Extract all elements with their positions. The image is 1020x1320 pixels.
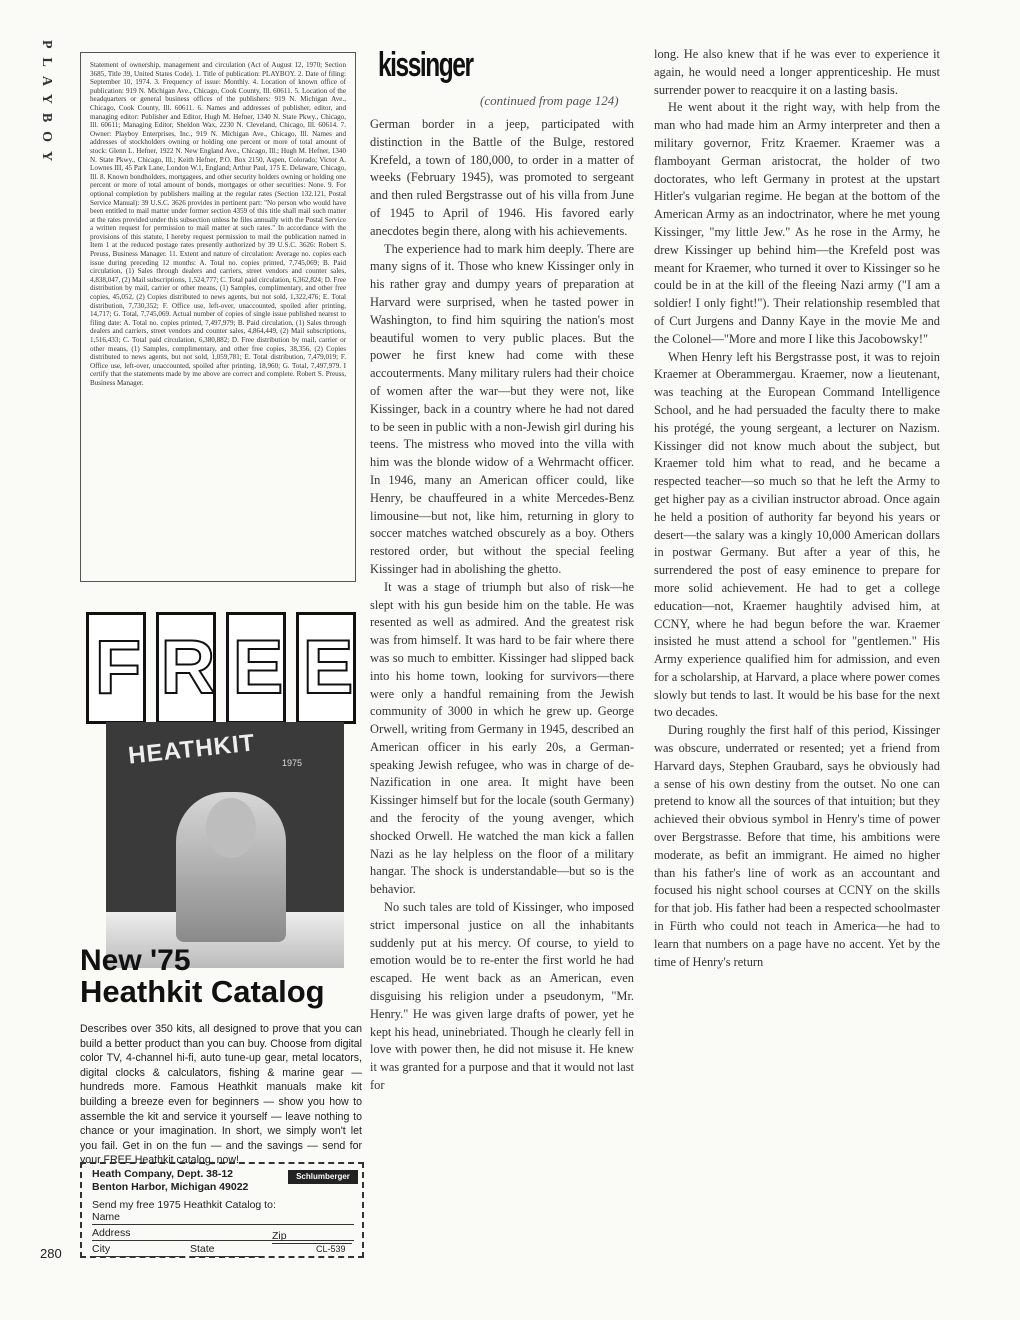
catalog-cover-year: 1975 [282, 758, 303, 768]
magazine-runner: PLAYBOY [39, 40, 54, 171]
free-headline [86, 612, 362, 730]
paragraph: long. He also knew that if he was ever to experience it again, he would need a longer apprenticeship. He must surrender power to reacquire it on a lasting basis. [654, 47, 940, 97]
city-label: City [92, 1243, 111, 1255]
new-75-label: New '75 [80, 944, 191, 977]
schlumberger-logo: Schlumberger [288, 1170, 358, 1184]
free-letter: E [296, 612, 360, 730]
name-field[interactable] [92, 1211, 354, 1225]
coupon-request: Send my free 1975 Heathkit Catalog to: [92, 1199, 276, 1211]
address-label: Address [92, 1227, 131, 1239]
name-label: Name [92, 1211, 121, 1223]
paragraph: It was a stage of triumph but also of risk—he slept with his gun beside him on the table. He was resented as well as admired. And the greatest risk was from himself. It was hard to be fair where there was so much to embitter. Kissinger had slipped back into his home town, looking for survivors—there were only a handful remaining from the Jewish community of 3000 in which he grew up. George Orwell, writing from Germany in 1945, described an American officer in his early 20s, a German-speaking Jewish refugee, who was in charge of de-Nazification in one area. It might have been Kissinger himself but for the locale (south Germany) and the ferocity of the young avenger, which shocked Orwell. He watched the man kick a fallen Nazi as he lay helpless on the floor of a military hangar. The shock is understandable—but so is the behavior. [370, 579, 634, 897]
paragraph: The experience had to mark him deeply. There are many signs of it. Those who knew Kissinger only in his rather gray and dumpy years of preparation at Harvard were surprised, when he tasted power in Washington, to find him squiring the nation's most beautiful women to very public places. But the power he first knew had come with these accouterments. Many military rulers had their choice of women after the war—but they were not, like Kissinger, back in a country where he had not dared to be seen in public with a non-Jewish girl during his teens. The mistress who moved into the villa with him was the blonde widow of a Wehrmacht officer. In 1946, many an American officer could, like Henry, be chauffeured in a white Mercedes-Benz limousine—but not, like him, returning in glory to soccer matches watched obscurely as a boy. Others restored order, but without the special feeling Kissinger had in abolishing the ghetto. [370, 241, 634, 576]
ownership-statement-text: Statement of ownership, management and circulation (Act of August 12, 1970; Section 3685, Title 39, United States Code). 1. Title of publication: PLAYBOY. 2. Date of filing: September 10, 1974. 3. Frequency of issue: Monthly. 4. Location of known office of publication: 919 N. Michigan Ave., Chicago, Cook County, Ill. 60611. 5. Location of the headquarters or general business offices of the publishers: 919 N. Michigan Ave., Chicago, Cook County, Ill. 60611. 6. Names and addresses of publisher, editor, and managing editor: Publisher and Editor, Hugh M. Hefner, 1340 N. State Pkwy., Chicago, Ill. 60611; Managing Editor, Sheldon Wax, 2230 N. Cleveland, Chicago, Ill. 60614. 7. Owner: Playboy Enterprises, Inc., 919 N. Michigan Ave., Chicago, Ill. Names and addresses of stockholders owning or holding one percent or more of total amount of stock: Glenn L. Hefner, 1922 N. New England Ave., Chicago, Ill.; Hugh M. Hefner, 1340 N. State Pkwy., Chicago, Ill.; Keith Hefner, P.O. Box 2150, Aspen, Colorado; Victor A. Lownes III, 45 Park Lane, London W.1, England; Arthur Paul, 175 E. Delaware, Chicago, Ill. 8. Known bondholders, mortgagees, and other security holders owning or holding one percent or more of total amount of bonds, mortgages or other securities: None. 9. For optional completion by publishers mailing at the regular rates (Section 132.121, Postal Service Manual): 39 U.S.C. 3626 provides in pertinent part: "No person who would have been entitled to mail matter under former section 4359 of this title shall mail such matter at the rates provided under this subsection unless he files annually with the Postal Service a written request for permission to mail matter at such rates." In accordance with the provisions of this statute, I hereby request permission to mail the publication named in Item 1 at the reduced postage rates presently authorized by 39 U.S.C. 3626: Robert S. Preuss, Business Manager. 11. Extent and nature of circulation: Average no. copies each issue during preceding 12 months: A. Total no. copies printed, 7,745,069; B. Paid circulation, (1) Sales through dealers and carriers, street vendors and counter sales, 4,838,047, (2) Mail subscriptions, 1,524,777; C. Total paid circulation, 6,362,824; D. Free distribution by mail, carrier or other means, (1) Samples, complimentary, and other free copies, 45,052, (2) Copies distributed to news agents, but not sold, 1,322,476; E. Total distribution, 7,730,352; F. Office use, left-over, unaccounted, spoiled after printing, 14,717; G. Total, 7,745,069. Actual number of copies of single issue published nearest to filing date: A. Total no. copies printed, 7,497,979; B. Paid circulation, (1) Sales through dealers and carriers, street vendors and counter sales, 4,864,449, (2) Mail subscriptions, 1,516,433; C. Total paid circulation, 6,380,882; D. Free distribution by mail, carrier or other means, (1) Samples, complimentary, and other free copies, 38,356, (2) Copies distributed to news agents, but not sold, 1,059,781; E. Total distribution, 7,479,019; F. Office use, left-over, unaccounted, spoiled after printing, 18,960; G. Total, 7,497,979. I certify that the statements made by me above are correct and complete. Robert S. Preuss, Business Manager. [90, 61, 346, 387]
paragraph: German border in a jeep, participated with distinction in the Battle of the Bulge, restored Krefeld, a town of 180,000, to order in a matter of weeks (February 1945), was promoted to sergeant and then ruled Bergstrasse out of his villa from June of 1945 to April of 1946. His favored early anecdotes begin there, along with his achievements. [370, 117, 634, 238]
coupon-address: Benton Harbor, Michigan 49022 [92, 1181, 249, 1193]
coupon-code: CL-539 [316, 1244, 346, 1254]
address-field[interactable] [92, 1227, 354, 1241]
state-field[interactable] [190, 1243, 260, 1257]
zip-label: Zip [272, 1230, 287, 1242]
ownership-statement-box [80, 52, 356, 582]
mail-coupon[interactable] [80, 1162, 364, 1258]
heathkit-catalog-heading: Heathkit Catalog [80, 974, 325, 1009]
paragraph: He went about it the right way, with help from the man who had made him an Army interpreter and then a military governor, Fritz Kraemer. Kraemer was a flamboyant German aristocrat, the holder of two doctorates, who left Germany in protest at the upstart Hitler's vulgarian regime. He began at the bottom of the American Army as an indoctrinator, where he met young Kissinger, "my little Jew." As he rose in the Army, he drew Kissinger up behind him—the Krefeld post was meant for Kraemer, who turned it over to Kissinger so he could be in at the kill of the fleeing Nazi army ("I am a soldier! I only fight!"). Their relationship resembled that of Curt Jurgens and Danny Kaye in the movie Me and the Colonel—"More and more I like this Jacobowsky!" [654, 100, 940, 346]
coupon-company: Heath Company, Dept. 38-12 [92, 1168, 234, 1180]
city-field[interactable] [92, 1243, 182, 1257]
article-column-1 [370, 116, 634, 1256]
free-letter: F [86, 612, 150, 730]
paragraph: No such tales are told of Kissinger, who imposed strict impersonal justice on all the inhabitants suddenly put at his mercy. Of course, to yield to emotion would be to re-enter the first world he had escaped. He went back as an American, even disguising his religion under a pseudonym, "Mr. Henry." He was given large drafts of power, yet he kept his head, uninebriated. Though he clearly fell in love with power then, he did not misuse it. He knew it was granted for a purpose and that it would not last for [370, 900, 634, 1093]
page-number: 280 [40, 1246, 62, 1261]
ad-body-copy: Describes over 350 kits, all designed to prove that you can build a better product than you can buy. Choose from digital color TV, 4-channel hi-fi, auto tune-up gear, metal locators, digital clocks & calculators, fishing & marine gear — hundreds more. Famous Heathkit manuals make kit building a breeze even for beginners — show you how to assemble the kit and service it yourself — leave nothing to chance or your imagination. In short, we simply won't let you fail. Get in on the fun — and the savings — send for your FREE Heathkit catalog, now! [80, 1023, 362, 1167]
heathkit-ad [80, 612, 364, 1267]
paragraph: During roughly the first half of this period, Kissinger was obscure, underrated or resented; yet a friend from Harvard days, Stephen Graubard, says he obviously had a sense of his own destiny from the outset. No one can pretend to know all the sources of that intuition; but they achieved their obvious symbol in Henry's time of power over Bergstrasse. Before that time, his ambitions were moderate, as befit an immigrant. He aimed no higher than his father's line of work as an accountant and focused his night school courses at CCNY on the skills for that job. His father had been a respected schoolmaster in Fürth who could not teach in America—he had to learn that numbers on a page have no accent. Yet by the time of Henry's return [654, 723, 940, 969]
article-column-2 [654, 46, 940, 1256]
free-letter: R [156, 612, 220, 730]
catalog-cover-title: HEATHKIT [126, 729, 257, 770]
state-label: State [190, 1243, 215, 1255]
article-title: kissinger [378, 46, 473, 84]
free-letter: E [226, 612, 290, 730]
catalog-cover-photo [106, 722, 344, 968]
continued-note: (continued from page 124) [480, 93, 619, 108]
paragraph: When Henry left his Bergstrasse post, it was to rejoin Kraemer at Oberammergau. Kraemer, now a lieutenant, was teaching at the European Command Intelligence School, and he had persuaded the faculty there to make his protégé, the young sergeant, a lecturer on Nazism. Kissinger did not know much about the subject, but Kraemer told him what to read, and he became a respected teacher—so much so that he left the Army to get higher pay as a civilian instructor abroad. Once again he held a position of authority far beyond his years or desert—the salary was a kingly 10,000 American dollars in postwar Germany. But after a year of this, he surrendered the post of easy eminence to prepare for more solid achievement. He had to get a college education—not, Kraemer haughtily advised him, at CCNY, where he had begun before the war. Kraemer insisted he must attend a school for "gentlemen." His Army experience qualified him for admission, and even for a scholarship, at Harvard, a place where power comes slowly but tends to last. It would be his base for the next two decades. [654, 349, 940, 720]
